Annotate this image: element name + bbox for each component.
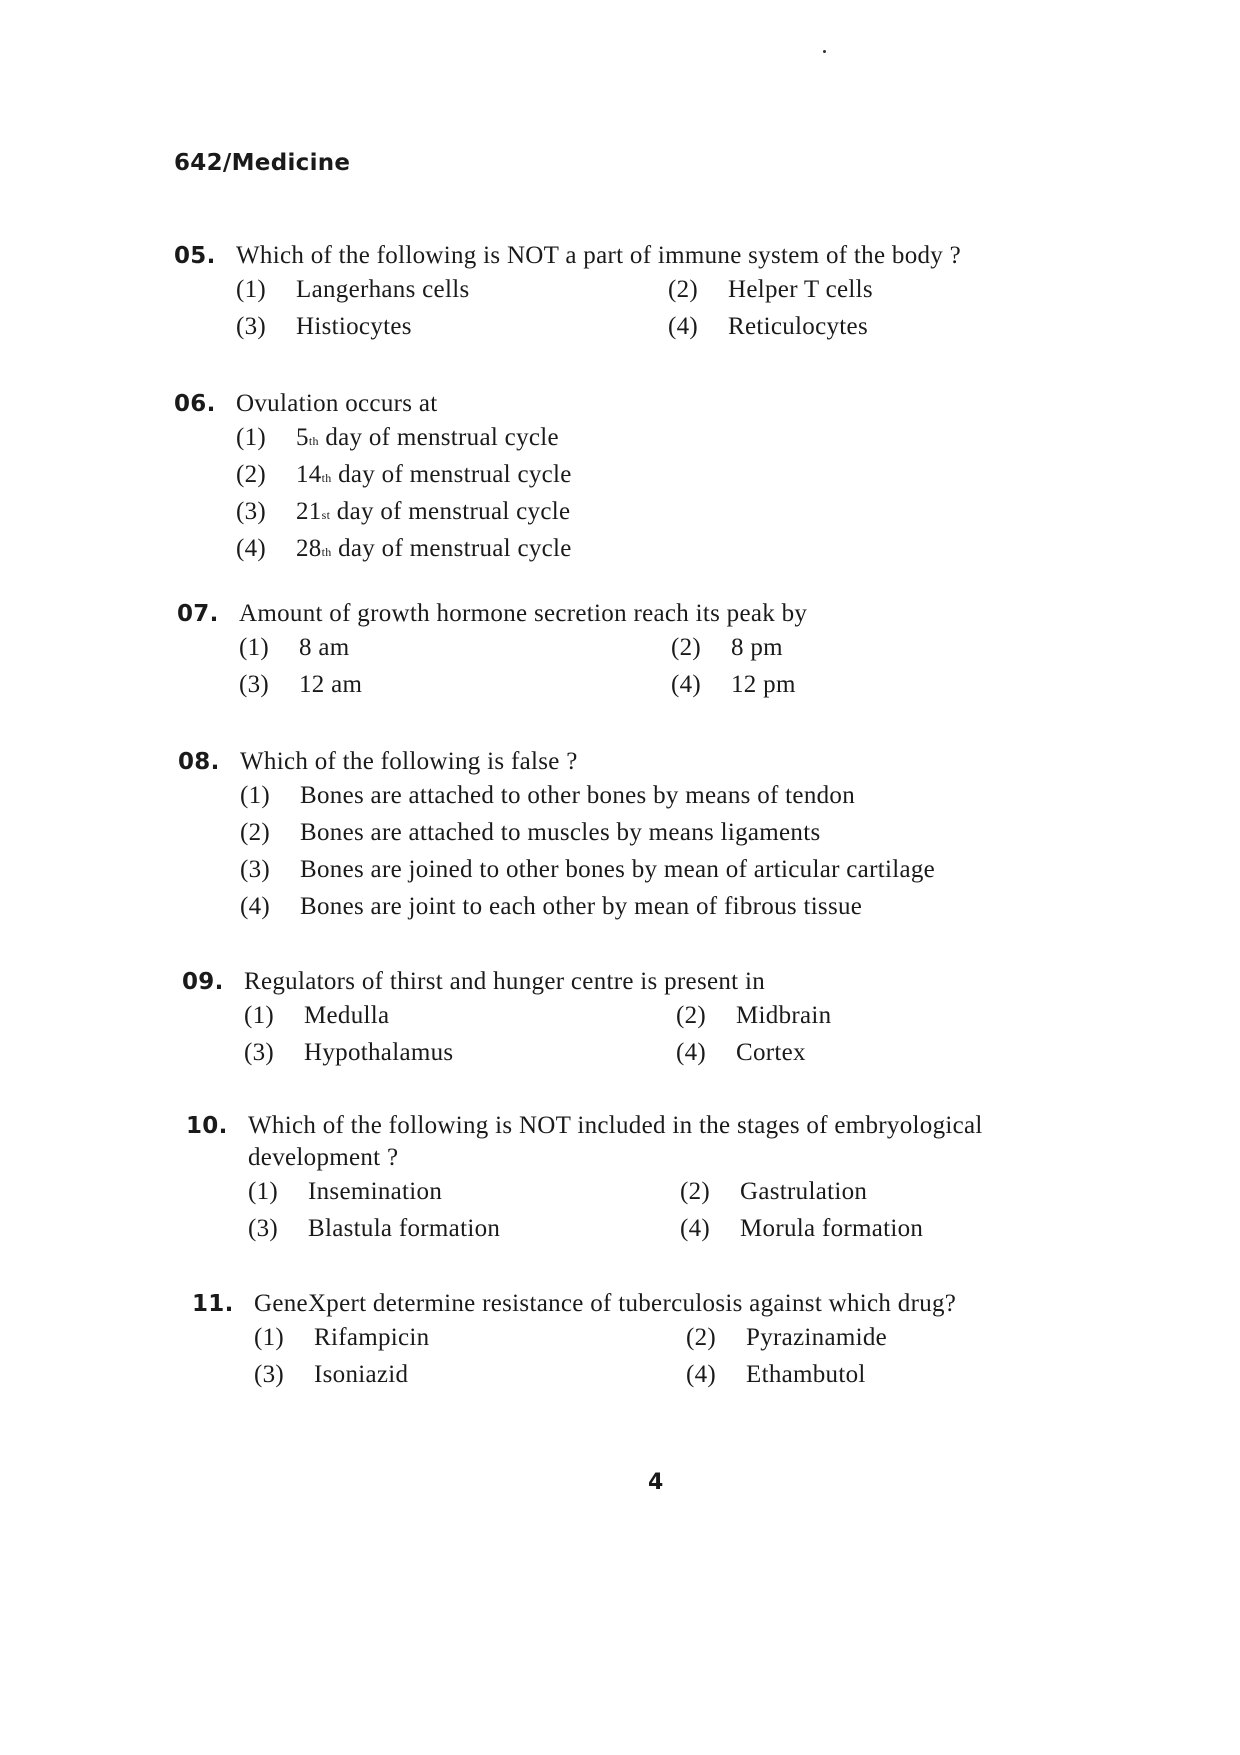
- question-06: [174, 390, 572, 572]
- option-text: Bones are attached to muscles by means ligaments: [300, 819, 821, 846]
- option-text: Bones are joined to other bones by mean of articular cartilage: [300, 856, 936, 883]
- option: [244, 1002, 676, 1039]
- option-text: Bones are attached to other bones by means of tendon: [300, 782, 856, 809]
- option-text: Cortex: [736, 1039, 806, 1066]
- option: [236, 276, 668, 313]
- option: [248, 1215, 680, 1252]
- option: [668, 313, 968, 350]
- option: [236, 535, 572, 572]
- question-number: 06.: [174, 391, 216, 417]
- option-text: Isoniazid: [314, 1361, 409, 1388]
- option-number: (2): [671, 634, 702, 661]
- option-number: (2): [668, 276, 699, 303]
- scan-speck: [823, 50, 826, 53]
- ordinal-number: 5: [296, 424, 309, 451]
- option: [240, 893, 935, 930]
- option: [676, 1039, 976, 1076]
- ordinal-suffix: st: [321, 508, 331, 522]
- question-08: [178, 748, 935, 930]
- option-text: 8 am: [299, 634, 350, 661]
- option-number: (1): [236, 424, 267, 451]
- option: [240, 782, 935, 819]
- question-text: Which of the following is NOT included in the stages of embryological: [248, 1112, 983, 1139]
- option: [686, 1361, 986, 1398]
- option: [680, 1178, 980, 1215]
- option-number: (3): [254, 1361, 285, 1388]
- option-text: Gastrulation: [740, 1178, 868, 1205]
- page-header: 642/Medicine: [174, 150, 351, 176]
- option-number: (3): [236, 313, 267, 340]
- option-number: (2): [680, 1178, 711, 1205]
- option-text: day of menstrual cycle: [338, 461, 572, 488]
- option-number: (1): [254, 1324, 285, 1351]
- option-number: (4): [686, 1361, 717, 1388]
- option-text: Rifampicin: [314, 1324, 430, 1351]
- option-text: Morula formation: [740, 1215, 924, 1242]
- question-text-continued: development ?: [248, 1144, 399, 1171]
- question-10: [186, 1112, 983, 1252]
- question-text: Amount of growth hormone secretion reach its peak by: [239, 600, 808, 627]
- option-number: (1): [239, 634, 270, 661]
- option-number: (4): [668, 313, 699, 340]
- option: [668, 276, 968, 313]
- option-text: Pyrazinamide: [746, 1324, 888, 1351]
- option-text: Ethambutol: [746, 1361, 866, 1388]
- option: [236, 313, 668, 350]
- option-number: (3): [236, 498, 267, 525]
- option-number: (4): [240, 893, 271, 920]
- option: [244, 1039, 676, 1076]
- option-text: Hypothalamus: [304, 1039, 454, 1066]
- question-text: Which of the following is NOT a part of immune system of the body ?: [236, 242, 962, 269]
- option: [239, 634, 671, 671]
- question-text: GeneXpert determine resistance of tuberculosis against which drug?: [254, 1290, 957, 1317]
- question-number: 07.: [177, 601, 219, 627]
- ordinal-number: 14: [296, 461, 322, 488]
- options: [239, 634, 971, 708]
- option-number: (3): [244, 1039, 275, 1066]
- question-09: [182, 968, 976, 1076]
- option: [671, 671, 971, 708]
- option: [248, 1178, 680, 1215]
- options: [240, 782, 935, 930]
- option-text: Langerhans cells: [296, 276, 470, 303]
- ordinal-number: 28: [296, 535, 322, 562]
- question-05: [174, 242, 968, 350]
- question-07: [177, 600, 971, 708]
- option-text: Reticulocytes: [728, 313, 868, 340]
- question-text: Ovulation occurs at: [236, 390, 438, 417]
- question-number: 10.: [186, 1113, 228, 1139]
- question-number: 08.: [178, 749, 220, 775]
- option-text: 8 pm: [731, 634, 783, 661]
- question-number: 05.: [174, 243, 216, 269]
- option: [254, 1324, 686, 1361]
- option: [236, 498, 572, 535]
- option: [240, 856, 935, 893]
- option-text: Bones are joint to each other by mean of fibrous tissue: [300, 893, 863, 920]
- ordinal-suffix: th: [321, 471, 332, 485]
- ordinal-suffix: th: [308, 434, 319, 448]
- option-number: (3): [239, 671, 270, 698]
- option-number: (4): [676, 1039, 707, 1066]
- options: [248, 1178, 983, 1252]
- option-text: Medulla: [304, 1002, 390, 1029]
- option-text: 12 pm: [731, 671, 796, 698]
- ordinal-number: 21: [296, 498, 322, 525]
- option-number: (4): [236, 535, 267, 562]
- ordinal-suffix: th: [321, 545, 332, 559]
- option-number: (1): [248, 1178, 279, 1205]
- option-text: Insemination: [308, 1178, 443, 1205]
- options: [236, 424, 572, 572]
- option-text: Helper T cells: [728, 276, 873, 303]
- option-number: (2): [686, 1324, 717, 1351]
- question-number: 09.: [182, 969, 224, 995]
- option-number: (4): [680, 1215, 711, 1242]
- option: [680, 1215, 980, 1252]
- option-number: (1): [244, 1002, 275, 1029]
- options: [244, 1002, 976, 1076]
- option: [686, 1324, 986, 1361]
- option: [240, 819, 935, 856]
- option-number: (1): [236, 276, 267, 303]
- option-text: Blastula formation: [308, 1215, 501, 1242]
- option-number: (3): [240, 856, 271, 883]
- question-text: Regulators of thirst and hunger centre is present in: [244, 968, 766, 995]
- option-text: day of menstrual cycle: [338, 535, 572, 562]
- option-number: (2): [240, 819, 271, 846]
- options: [254, 1324, 986, 1398]
- question-11: [192, 1290, 986, 1398]
- option-text: day of menstrual cycle: [325, 424, 559, 451]
- option: [236, 424, 572, 461]
- option: [671, 634, 971, 671]
- option-text: Histiocytes: [296, 313, 412, 340]
- option-text: day of menstrual cycle: [336, 498, 571, 525]
- option: [239, 671, 671, 708]
- option: [254, 1361, 686, 1398]
- option-number: (4): [671, 671, 702, 698]
- option-number: (2): [236, 461, 267, 488]
- option-number: (1): [240, 782, 271, 809]
- option-text: Midbrain: [736, 1002, 832, 1029]
- option-text: 12 am: [299, 671, 363, 698]
- option: [676, 1002, 976, 1039]
- page-number: 4: [648, 1470, 664, 1495]
- option: [236, 461, 572, 498]
- options: [236, 276, 968, 350]
- option-number: (2): [676, 1002, 707, 1029]
- question-text: Which of the following is false ?: [240, 748, 578, 775]
- option-number: (3): [248, 1215, 279, 1242]
- question-number: 11.: [192, 1291, 234, 1317]
